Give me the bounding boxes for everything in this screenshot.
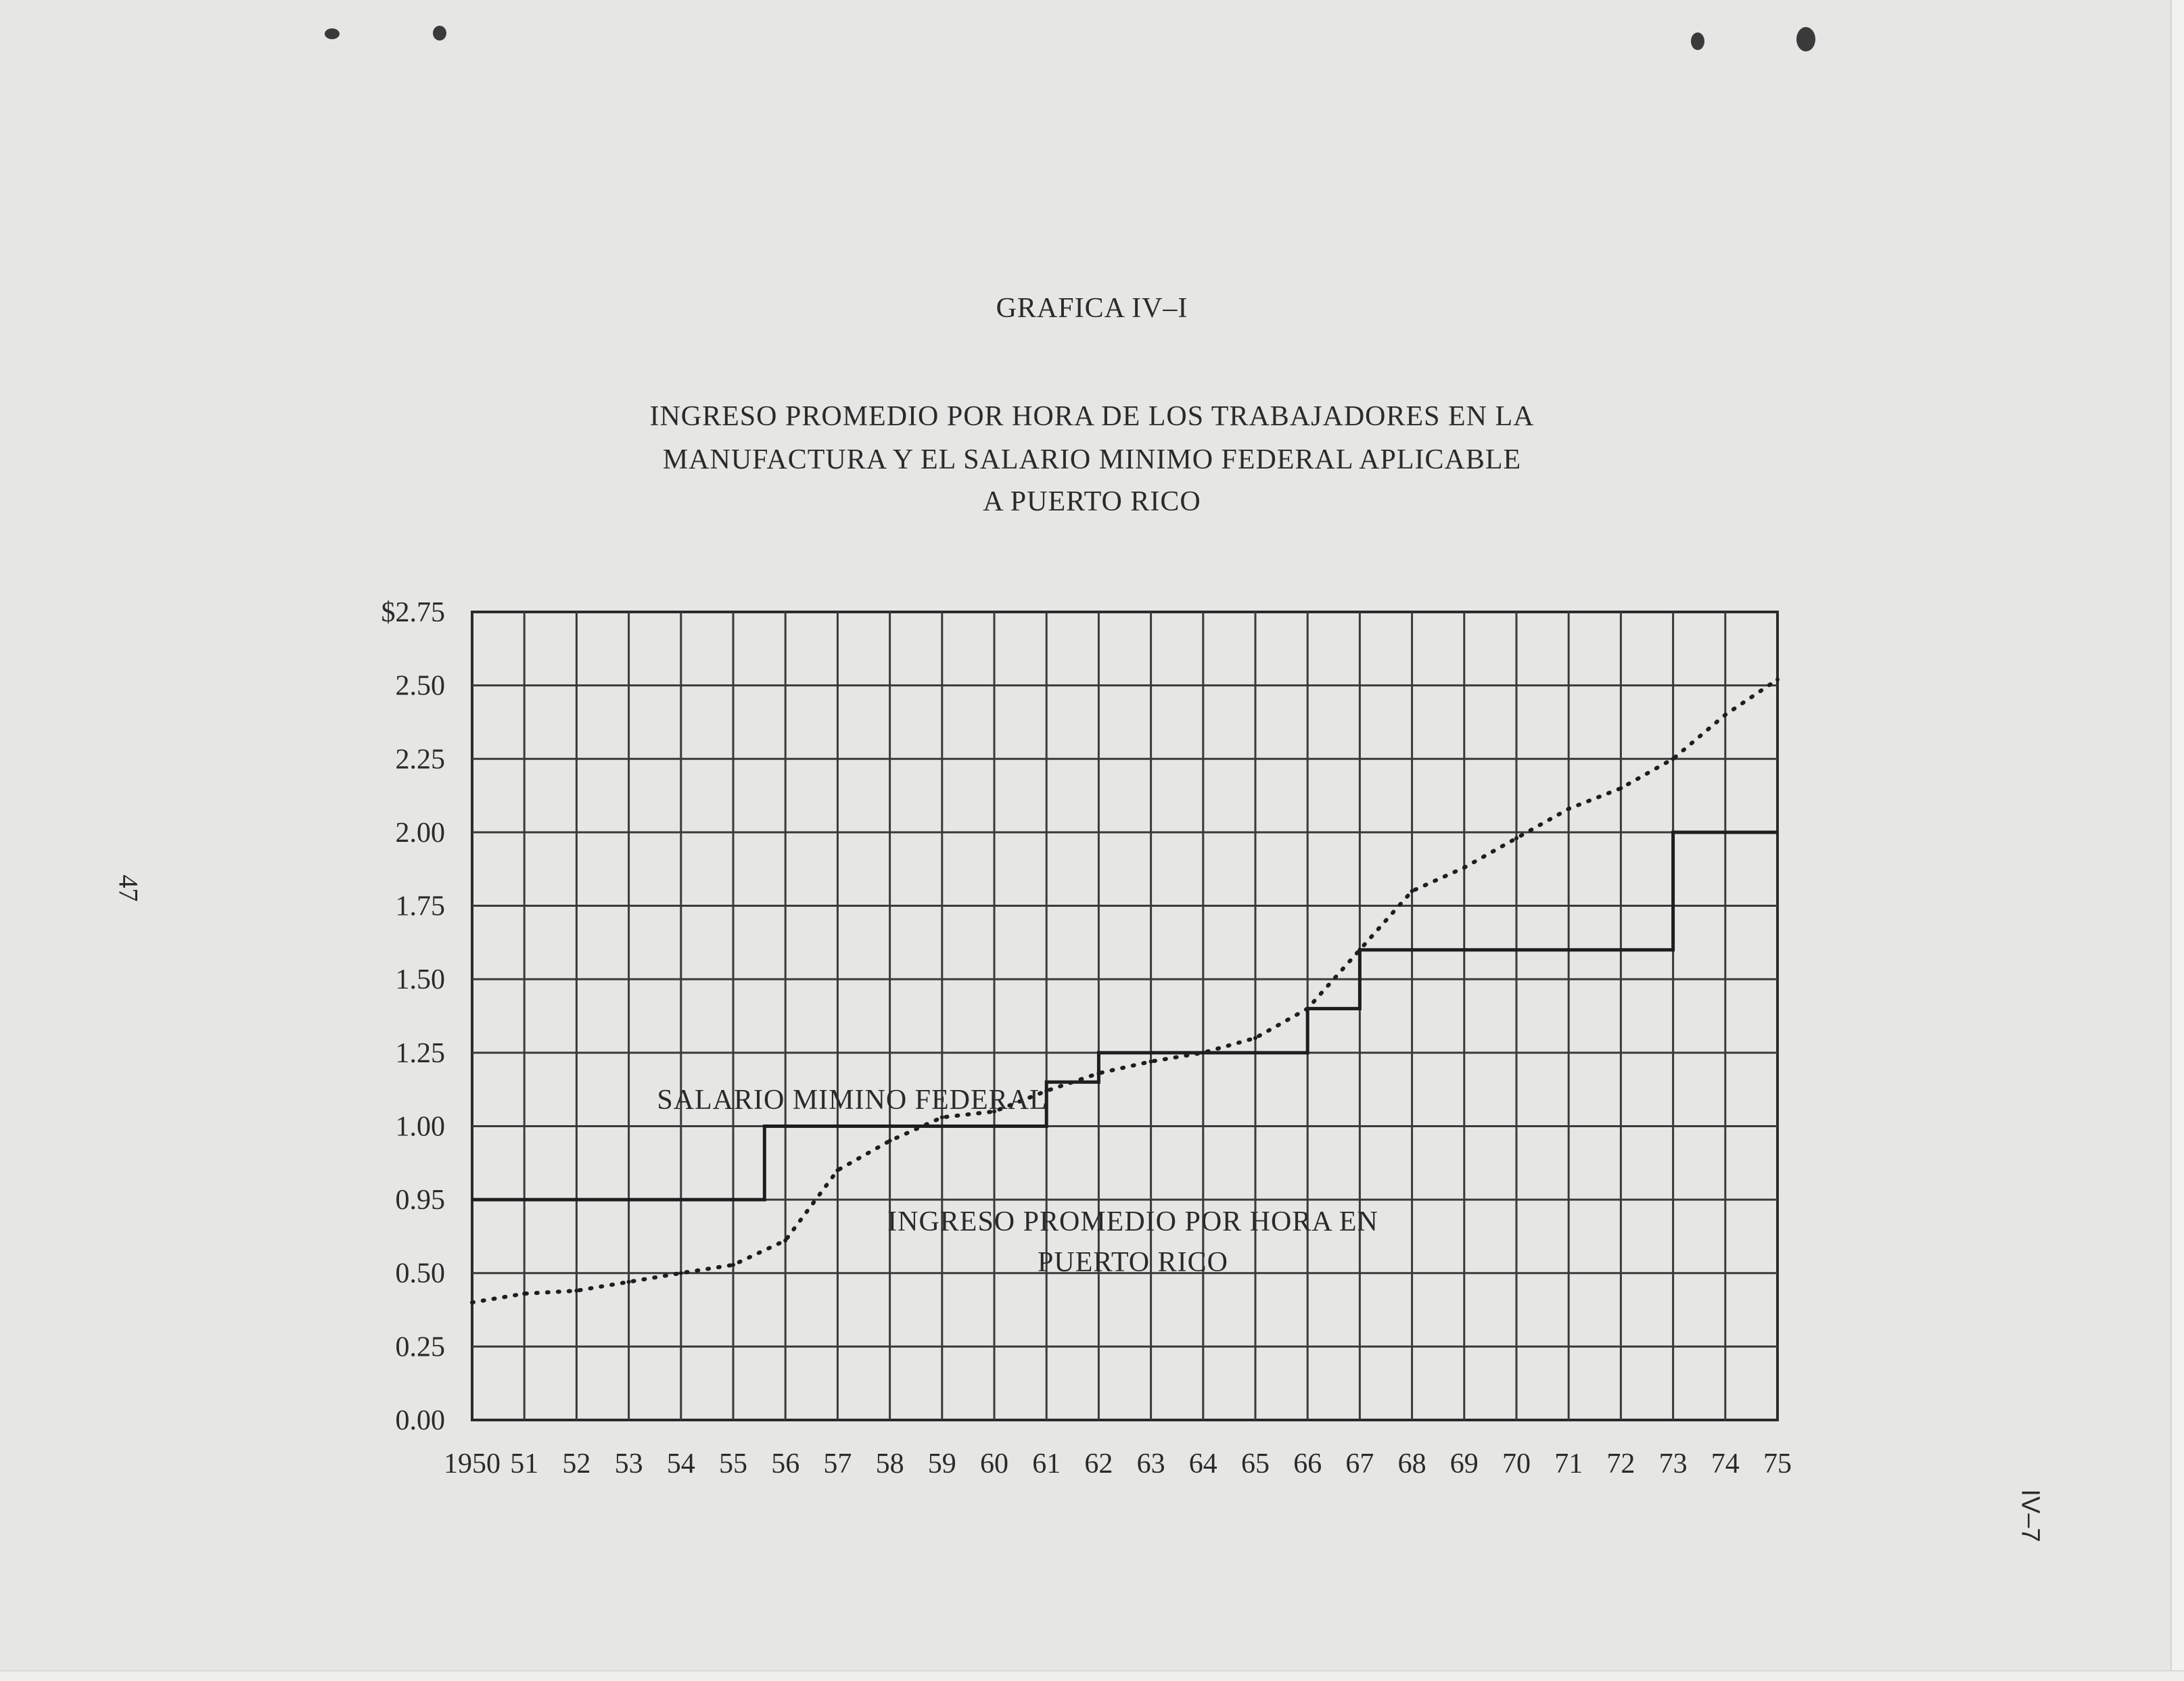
average-earnings-point	[1253, 1036, 1257, 1040]
x-tick-label: 53	[614, 1448, 643, 1479]
average-earnings-point	[627, 1280, 631, 1284]
average-earnings-point	[888, 1139, 892, 1143]
average-earnings-point	[1096, 1071, 1100, 1075]
average-earnings-point	[574, 1289, 578, 1293]
annotation-average-earnings: INGRESO PROMEDIO POR HORA EN	[887, 1206, 1378, 1237]
y-tick-label: 0.00	[395, 1405, 445, 1436]
average-earnings-point	[940, 1115, 944, 1119]
plot-frame	[472, 612, 1778, 1420]
x-tick-label: 70	[1502, 1448, 1531, 1479]
x-tick-label: 60	[980, 1448, 1008, 1479]
x-tick-label: 74	[1711, 1448, 1740, 1479]
average-earnings-point	[522, 1292, 526, 1296]
average-earnings-point	[1619, 786, 1623, 790]
x-tick-label: 55	[719, 1448, 747, 1479]
x-tick-label: 63	[1136, 1448, 1165, 1479]
x-tick-label: 64	[1188, 1448, 1217, 1479]
y-tick-label: 2.25	[395, 744, 445, 776]
x-tick-label: 73	[1658, 1448, 1688, 1479]
x-tick-label: 57	[823, 1448, 852, 1479]
y-tick-label: 0.95	[395, 1185, 445, 1216]
average-earnings-point	[1410, 889, 1414, 893]
x-tick-label: 69	[1449, 1448, 1479, 1479]
x-tick-label: 71	[1554, 1448, 1583, 1479]
y-tick-label: 1.25	[395, 1037, 445, 1069]
y-tick-label: 1.50	[395, 964, 445, 996]
chart-title-line-1: INGRESO PROMEDIO POR HORA DE LOS TRABAJADORES EN LA	[649, 401, 1535, 432]
x-tick-label: 72	[1606, 1448, 1635, 1479]
average-earnings-point	[1671, 757, 1675, 761]
average-earnings-point	[470, 1300, 474, 1304]
x-tick-label: 51	[510, 1448, 539, 1479]
y-tick-label: 1.00	[395, 1111, 445, 1143]
y-tick-label: 0.50	[395, 1258, 445, 1289]
x-tick-label: 65	[1241, 1448, 1270, 1479]
average-earnings-point	[783, 1238, 787, 1242]
x-tick-label: 67	[1345, 1448, 1374, 1479]
series-minimum-wage-line	[472, 832, 1778, 1200]
annotation-average-earnings: PUERTO RICO	[1038, 1247, 1228, 1278]
average-earnings-point	[1305, 1007, 1309, 1011]
average-earnings-point	[1775, 678, 1780, 682]
x-tick-label: 56	[771, 1448, 800, 1479]
average-earnings-point	[679, 1271, 683, 1275]
x-tick-label: 59	[927, 1448, 956, 1479]
x-tick-label: 54	[666, 1448, 695, 1479]
y-tick-label: 2.50	[395, 670, 445, 702]
average-earnings-point	[1566, 807, 1571, 811]
average-earnings-point	[731, 1263, 735, 1267]
average-earnings-point	[1723, 713, 1727, 717]
x-tick-label: 75	[1763, 1448, 1792, 1479]
x-tick-label: 66	[1293, 1448, 1322, 1479]
chart-title-line-3: A PUERTO RICO	[983, 486, 1201, 517]
average-earnings-point	[1201, 1051, 1205, 1055]
average-earnings-point	[1149, 1060, 1153, 1064]
x-tick-label: 52	[562, 1448, 591, 1479]
average-earnings-point	[1514, 836, 1518, 841]
average-earnings-point	[835, 1168, 839, 1173]
section-number: IV–7	[2016, 1489, 2045, 1542]
annotation-minimum-wage: SALARIO MIMINO FEDERAL	[657, 1085, 1048, 1116]
average-earnings-point	[1462, 866, 1466, 870]
x-tick-label: 58	[875, 1448, 904, 1479]
x-tick-label: 62	[1084, 1448, 1113, 1479]
y-tick-label: 2.00	[395, 817, 445, 849]
figure-label: GRAFICA IV–I	[996, 293, 1188, 324]
page-number: 47	[113, 874, 144, 902]
x-tick-label: 1950	[444, 1448, 501, 1479]
x-tick-label: 68	[1397, 1448, 1426, 1479]
y-tick-label: 0.25	[395, 1331, 445, 1363]
y-tick-label: $2.75	[381, 597, 445, 628]
average-earnings-point	[1357, 948, 1362, 952]
chart-title-line-2: MANUFACTURA Y EL SALARIO MINIMO FEDERAL APLICABLE	[662, 444, 1522, 475]
x-tick-label: 61	[1032, 1448, 1061, 1479]
y-tick-label: 1.75	[395, 891, 445, 922]
